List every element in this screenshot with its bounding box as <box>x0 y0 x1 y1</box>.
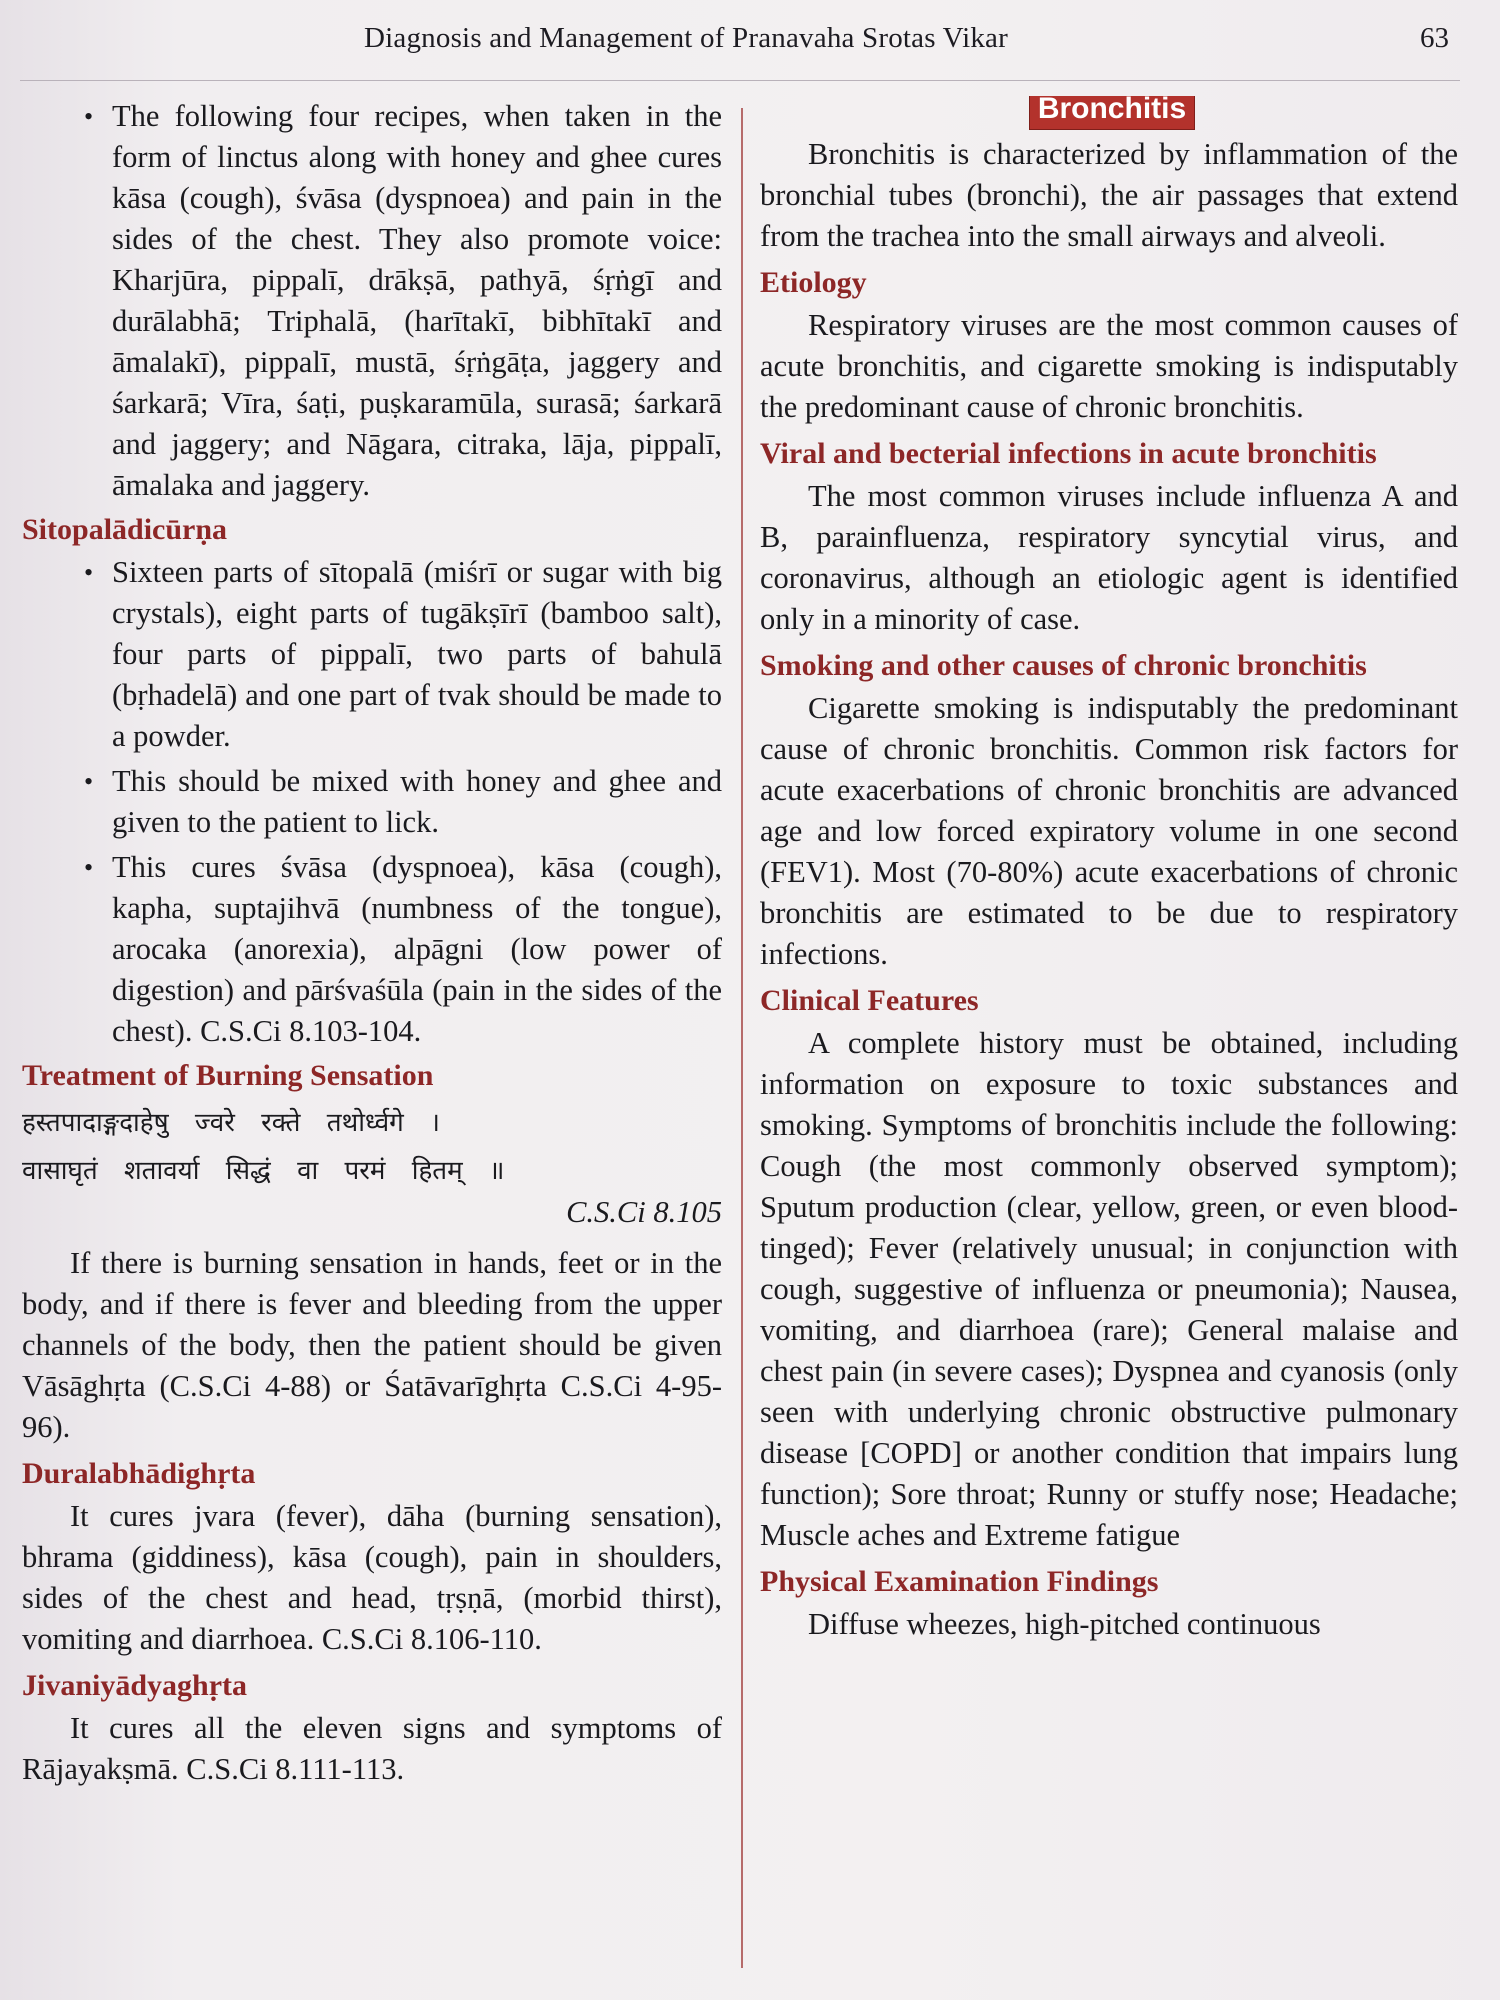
paragraph: The most common viruses include influenza A and B, parainfluenza, respiratory syncytial virus, and coronavirus, although an etiologic agent is identified only in a minority of case. <box>760 479 1458 636</box>
sanskrit-verse-line-1: हस्तपादाङ्गदाहेषु ज्वरे रक्ते तथोर्ध्वगे । <box>22 1108 440 1138</box>
list-item <box>22 96 722 506</box>
header-rule <box>20 80 1460 81</box>
right-column <box>760 96 1458 1986</box>
list-item <box>22 552 722 757</box>
topic-badge-container <box>760 96 1458 130</box>
list-item-text: This should be mixed with honey and ghee and given to the patient to lick. <box>112 764 722 839</box>
section-heading-physical-examination: Physical Examination Findings <box>760 1565 1159 1598</box>
section-heading-jivaniyadyaghrta: Jivaniyādyaghṛta <box>22 1669 248 1702</box>
column-divider <box>741 108 743 1968</box>
list-item <box>22 761 722 843</box>
section-heading-smoking: Smoking and other causes of chronic bronchitis <box>760 649 1367 682</box>
paragraph: Respiratory viruses are the most common causes of acute bronchitis, and cigarette smoking is indisputably the predominant cause of chronic bronchitis. <box>760 308 1458 424</box>
list-item <box>22 847 722 1052</box>
bullet-icon: • <box>84 102 94 131</box>
recipe-list <box>22 96 722 506</box>
section-heading-clinical-features: Clinical Features <box>760 984 979 1017</box>
verse-reference: C.S.Ci 8.105 <box>566 1195 722 1229</box>
sanskrit-verse-line-2: वासाघृतं शतावर्या सिद्धं वा परमं हितम् ॥ <box>22 1156 505 1186</box>
page-number: 63 <box>1420 22 1449 54</box>
bullet-icon: • <box>84 853 94 882</box>
recipe-text: The following four recipes, when taken in the form of linctus along with honey and ghee cures kāsa (cough), śvāsa (dyspnoea) and pain in the sides of the chest. They also promote voice: Kharjūra, pippalī, drākṣā, pathyā, śṛṅgī and durālabhā; Triphalā, (harītakī, bibhītakī and āmalakī), pippalī, mustā, śṛṅgāṭa, jaggery and śarkarā; Vīra, śaṭi, puṣkaramūla, surasā; śarkarā and jaggery; and Nāgara, citraka, lāja, pippalī, āmalaka and jaggery. <box>112 99 722 502</box>
running-title: Diagnosis and Management of Pranavaha Srotas Vikar <box>364 22 1008 54</box>
paragraph: Bronchitis is characterized by inflammation of the bronchial tubes (bronchi), the air passages that extend from the trachea into the small airways and alveoli. <box>760 137 1458 253</box>
sitopaladi-list <box>22 552 722 1052</box>
paragraph: If there is burning sensation in hands, feet or in the body, and if there is fever and bleeding from the upper channels of the body, then the patient should be given Vāsāghṛta (C.S.Ci 4-88) or Śatāvarīghṛta C.S.Ci 4-95-96). <box>22 1246 722 1444</box>
section-heading-etiology: Etiology <box>760 266 867 299</box>
left-column <box>22 96 722 1986</box>
paragraph: Cigarette smoking is indisputably the predominant cause of chronic bronchitis. Common risk factors for acute exacerbations of chronic bronchitis are advanced age and low forced expiratory volume in one second (FEV1). Most (70-80%) acute exacerbations of chronic bronchitis are estimated to be due to respiratory infections. <box>760 691 1458 971</box>
running-header <box>0 22 1500 62</box>
section-heading-burning-sensation: Treatment of Burning Sensation <box>22 1059 434 1092</box>
section-heading-sitopaladi: Sitopalādicūrṇa <box>22 513 228 546</box>
paragraph: Diffuse wheezes, high-pitched continuous <box>808 1607 1321 1641</box>
bullet-icon: • <box>84 558 94 587</box>
list-item-text: This cures śvāsa (dyspnoea), kāsa (cough), kapha, suptajihvā (numbness of the tongue), arocaka (anorexia), alpāgni (low power of digestion) and pārśvaśūla (pain in the sides of the chest). C.S.Ci 8.103-104. <box>112 850 722 1048</box>
source-reference: C.S.Ci 8.106-110. <box>321 1622 542 1656</box>
bullet-icon: • <box>84 767 94 796</box>
paragraph-text: It cures jvara (fever), dāha (burning sensation), bhrama (giddiness), kāsa (cough), pain in shoulders, sides of the chest and head, tṛṣṇā, (morbid thirst), vomiting and diarrhoea. <box>22 1499 722 1656</box>
topic-badge: Bronchitis <box>1029 96 1195 130</box>
paragraph: It cures all the eleven signs and symptoms of Rājayakṣmā. C.S.Ci 8.111-113. <box>22 1711 722 1786</box>
paragraph: A complete history must be obtained, including information on exposure to toxic substances and smoking. Symptoms of bronchitis include the following: Cough (the most commonly observed symptom); Sputum production (clear, yellow, green, or even blood-tinged); Fever (relatively unusual; in conjunction with cough, suggestive of influenza or pneumonia); Nausea, vomiting, and diarrhoea (rare); General malaise and chest pain (in severe cases); Dyspnea and cyanosis (only seen with underlying chronic obstructive pulmonary disease [COPD] or another condition that impairs lung function); Sore throat; Runny or stuffy nose; Headache; Muscle aches and Extreme fatigue <box>760 1026 1458 1552</box>
paragraph <box>22 1496 722 1660</box>
section-heading-duralabhadighrta: Duralabhādighṛta <box>22 1457 256 1490</box>
section-heading-viral-infections: Viral and becterial infections in acute bronchitis <box>760 437 1377 470</box>
list-item-text: Sixteen parts of sītopalā (miśrī or sugar with big crystals), eight parts of tugākṣīrī (bamboo salt), four parts of pippalī, two parts of bahulā (bṛhadelā) and one part of tvak should be made to a powder. <box>112 555 722 753</box>
